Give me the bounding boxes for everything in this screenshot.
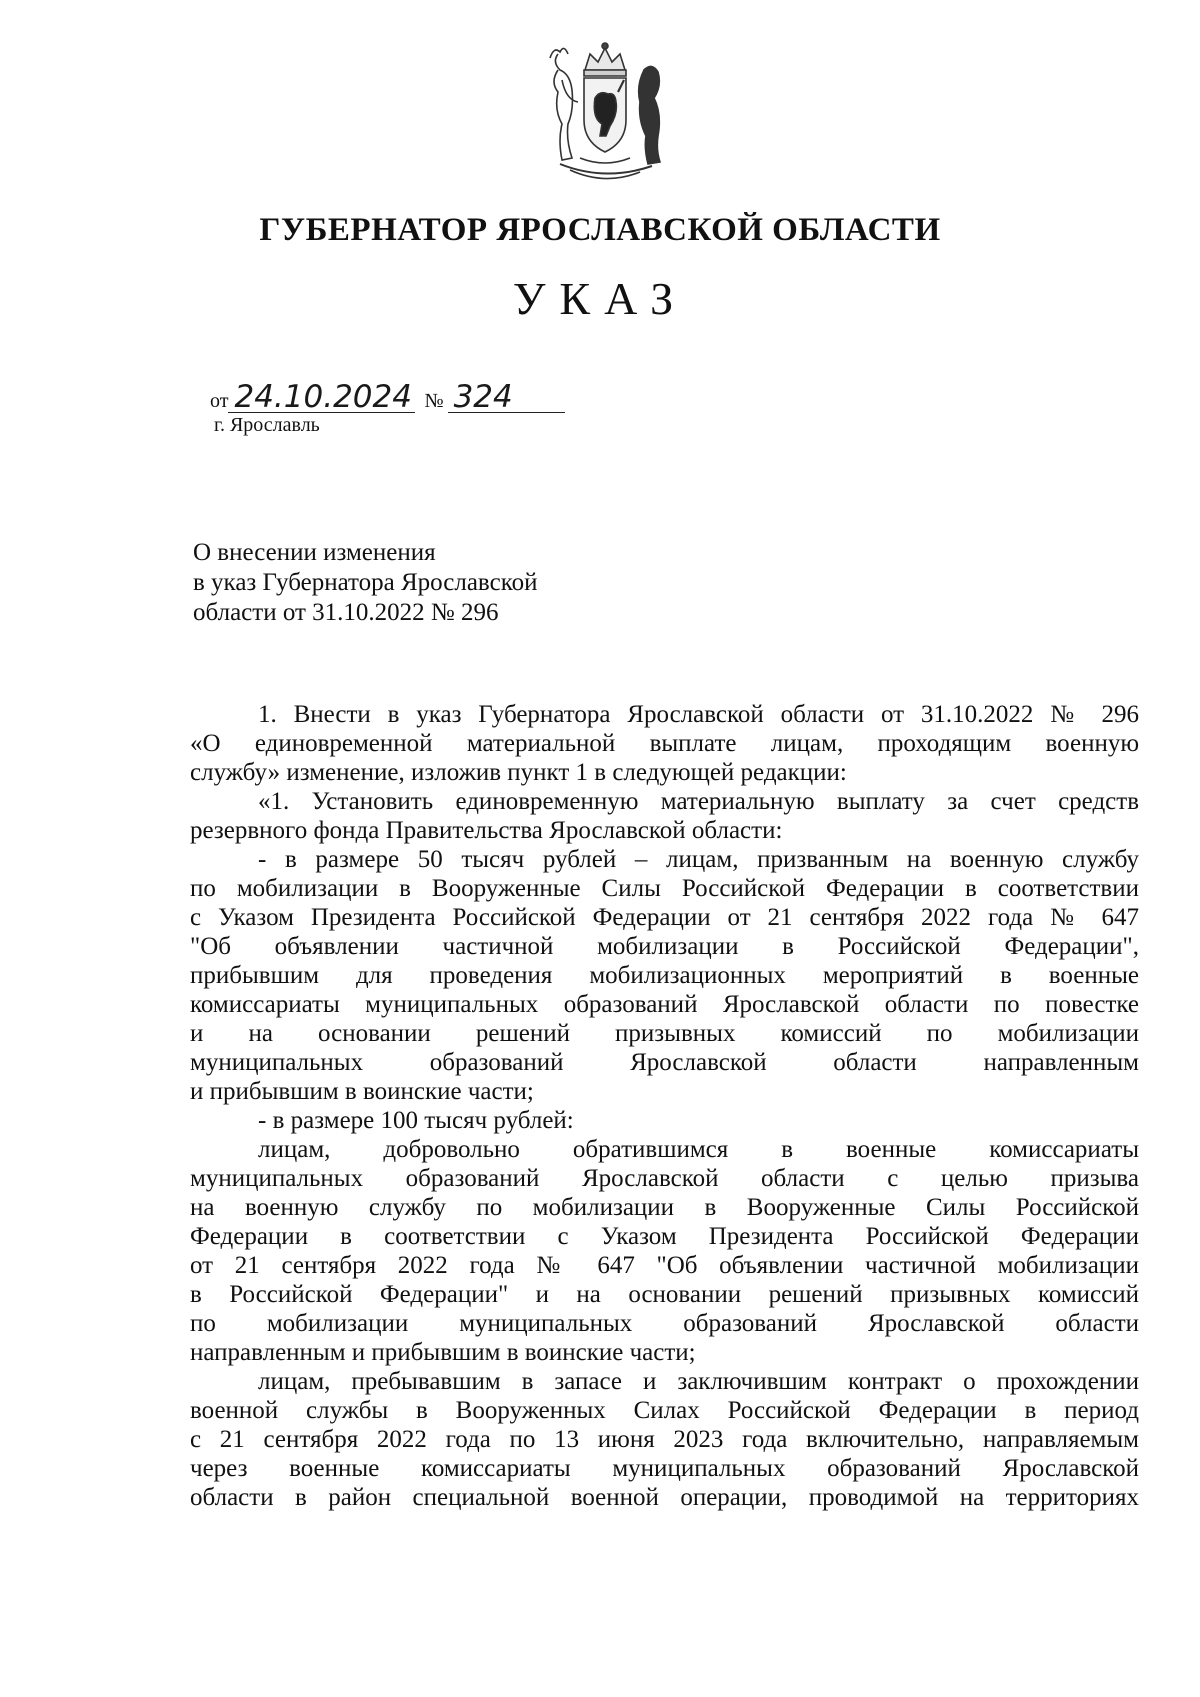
body-line: области в район специальной военной операции, проводимой на территориях [190, 1484, 1139, 1511]
handwritten-date: 24.10.2024 [228, 382, 415, 413]
subject-line: в указ Губернатора Ярославской [193, 569, 538, 596]
body-line: лицам, пребывавшим в запасе и заключившим контракт о прохождении [258, 1368, 1139, 1395]
number-label: № [424, 390, 444, 412]
body-line: и прибывшим в воинские части; [190, 1078, 534, 1105]
body-line: через военные комиссариаты муниципальных образований Ярославской [190, 1455, 1139, 1482]
body-line: Федерации в соответствии с Указом Президента Российской Федерации [190, 1223, 1139, 1250]
body-line: муниципальных образований Ярославской области направленным [190, 1049, 1139, 1076]
yaroslavl-coat-of-arms-icon [540, 40, 670, 185]
body-line: 1. Внести в указ Губернатора Ярославской области от 31.10.2022 № 296 [258, 701, 1139, 728]
body-line: - в размере 50 тысяч рублей – лицам, призванным на военную службу [258, 846, 1139, 873]
body-line: военной службы в Вооруженных Силах Российской Федерации в период [190, 1397, 1139, 1424]
body-line: направленным и прибывшим в воинские части; [190, 1339, 696, 1366]
body-line: резервного фонда Правительства Ярославской области: [190, 817, 783, 844]
date-prefix: от [210, 390, 229, 412]
body-line: с 21 сентября 2022 года по 13 июня 2023 года включительно, направляемым [190, 1426, 1139, 1453]
body-line: на военную службу по мобилизации в Вооруженные Силы Российской [190, 1194, 1139, 1221]
issuer-title: ГУБЕРНАТОР ЯРОСЛАВСКОЙ ОБЛАСТИ [259, 212, 941, 248]
body-line: лицам, добровольно обратившимся в военные комиссариаты [258, 1136, 1139, 1163]
body-line: - в размере 100 тысяч рублей: [258, 1107, 574, 1134]
handwritten-number: 324 [448, 382, 565, 413]
body-line: «О единовременной материальной выплате лицам, проходящим военную [190, 730, 1139, 757]
body-line: «1. Установить единовременную материальную выплату за счет средств [258, 788, 1139, 815]
body-line: в Российской Федерации" и на основании решений призывных комиссий [190, 1281, 1139, 1308]
document-type: УКАЗ [512, 273, 688, 324]
body-line: от 21 сентября 2022 года № 647 "Об объявлении частичной мобилизации [190, 1252, 1139, 1279]
subject-line: О внесении изменения [193, 539, 436, 566]
body-line: комиссариаты муниципальных образований Ярославской области по повестке [190, 991, 1139, 1018]
body-line: и на основании решений призывных комиссий по мобилизации [190, 1020, 1139, 1047]
subject-line: области от 31.10.2022 № 296 [193, 599, 499, 626]
document-subject [193, 538, 537, 628]
document-body [190, 700, 1139, 1512]
body-line: службу» изменение, изложив пункт 1 в следующей редакции: [190, 759, 847, 786]
body-line: по мобилизации муниципальных образований Ярославской области [190, 1310, 1139, 1337]
body-line: прибывшим для проведения мобилизационных мероприятий в военные [190, 962, 1139, 989]
body-line: муниципальных образований Ярославской области с целью призыва [190, 1165, 1139, 1192]
body-line: с Указом Президента Российской Федерации от 21 сентября 2022 года № 647 [190, 904, 1139, 931]
body-line: "Об объявлении частичной мобилизации в Российской Федерации", [190, 933, 1139, 960]
body-line: по мобилизации в Вооруженные Силы Российской Федерации в соответствии [190, 875, 1139, 902]
date-number-line [210, 379, 565, 415]
city: г. Ярославль [214, 414, 320, 436]
